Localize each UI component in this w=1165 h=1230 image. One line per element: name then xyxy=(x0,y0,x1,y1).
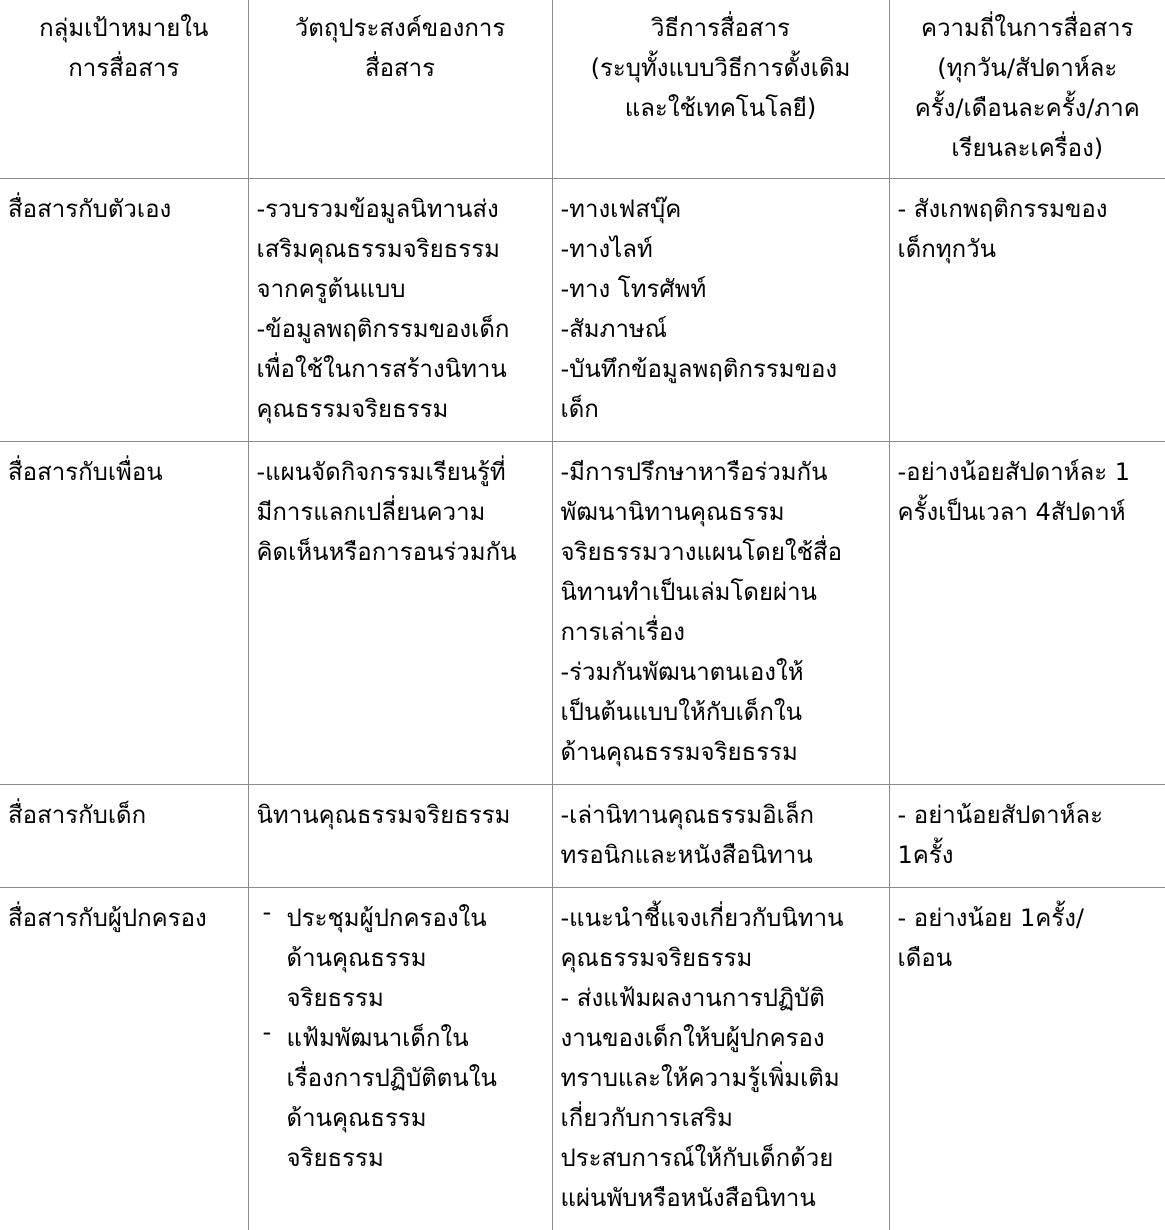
method-line: งานของเด็กให้บผู้ปกครอง xyxy=(561,1018,881,1058)
cell-objective xyxy=(248,785,552,888)
objective-line: มีการแลกเปลี่ยนความ xyxy=(257,492,544,532)
frequency-line: 1ครั้ง xyxy=(898,835,1158,875)
list-item xyxy=(257,898,544,1018)
cell-method xyxy=(552,442,889,785)
header-target-group xyxy=(0,0,248,179)
cell-method xyxy=(552,179,889,442)
method-line: -ทางเฟสบุ๊ค xyxy=(561,189,881,229)
method-line: - ส่งแฟ้มผลงานการปฏิบัติ xyxy=(561,978,881,1018)
header-line: สื่อสาร xyxy=(257,48,544,88)
objective-line: จากครูต้นแบบ xyxy=(257,269,544,309)
target-text: สื่อสารกับผู้ปกครอง xyxy=(8,898,240,938)
method-line: พัฒนานิทานคุณธรรม xyxy=(561,492,881,532)
cell-target xyxy=(0,179,248,442)
method-line: ด้านคุณธรรมจริยธรรม xyxy=(561,732,881,772)
header-line: เรียนละเครื่อง) xyxy=(898,128,1158,168)
table-row xyxy=(0,442,1165,785)
header-line: ครั้ง/เดือนละครั้ง/ภาค xyxy=(898,88,1158,128)
cell-method xyxy=(552,785,889,888)
frequency-line: - อย่างน้อย 1ครั้ง/ xyxy=(898,898,1158,938)
objective-line: ด้านคุณธรรม xyxy=(287,938,544,978)
objective-line: เสริมคุณธรรมจริยธรรม xyxy=(257,229,544,269)
objective-line: จริยธรรม xyxy=(287,978,544,1018)
cell-target xyxy=(0,442,248,785)
frequency-line: -อย่างน้อยสัปดาห์ละ 1 xyxy=(898,452,1158,492)
objective-line: เรื่องการปฏิบัติตนใน xyxy=(287,1058,544,1098)
objective-line: เพื่อใช้ในการสร้างนิทาน xyxy=(257,349,544,389)
method-line: -เล่านิทานคุณธรรมอิเล็ก xyxy=(561,795,881,835)
method-line: -มีการปรึกษาหารือร่วมกัน xyxy=(561,452,881,492)
frequency-line: - สังเกพฤติกรรมของ xyxy=(898,189,1158,229)
cell-frequency xyxy=(889,442,1165,785)
target-text: สื่อสารกับตัวเอง xyxy=(8,189,240,229)
method-line: -ทางไลท์ xyxy=(561,229,881,269)
header-frequency xyxy=(889,0,1165,179)
objective-line: ด้านคุณธรรม xyxy=(287,1098,544,1138)
method-line: ทราบและให้ความรู้เพิ่มเติม xyxy=(561,1058,881,1098)
table-row xyxy=(0,785,1165,888)
objective-line: นิทานคุณธรรมจริยธรรม xyxy=(257,795,544,835)
cell-target xyxy=(0,785,248,888)
cell-frequency xyxy=(889,179,1165,442)
method-line: เป็นต้นแบบให้กับเด็กใน xyxy=(561,692,881,732)
objective-line: จริยธรรม xyxy=(287,1138,544,1178)
header-line: และใช้เทคโนโลยี) xyxy=(561,88,881,128)
header-line: (ระบุทั้งแบบวิธีการดั้งเดิม xyxy=(561,48,881,88)
method-line: นิทานทำเป็นเล่มโดยผ่าน xyxy=(561,572,881,612)
method-line: คุณธรรมจริยธรรม xyxy=(561,938,881,978)
frequency-line: ครั้งเป็นเวลา 4สัปดาห์ xyxy=(898,492,1158,532)
method-line: เกี่ยวกับการเสริม xyxy=(561,1098,881,1138)
method-line: -สัมภาษณ์ xyxy=(561,309,881,349)
header-method xyxy=(552,0,889,179)
objective-line: -ข้อมูลพฤติกรรมของเด็ก xyxy=(257,309,544,349)
header-row xyxy=(0,0,1165,179)
objective-line: -รวบรวมข้อมูลนิทานส่ง xyxy=(257,189,544,229)
header-objective xyxy=(248,0,552,179)
method-line: -แนะนำชี้แจงเกี่ยวกับนิทาน xyxy=(561,898,881,938)
target-text: สื่อสารกับเด็ก xyxy=(8,795,240,835)
method-line: ประสบการณ์ให้กับเด็กด้วย xyxy=(561,1138,881,1178)
frequency-line: เดือน xyxy=(898,938,1158,978)
method-line: แผ่นพับหรือหนังสือนิทาน xyxy=(561,1178,881,1218)
list-item xyxy=(257,1018,544,1178)
method-line: การเล่าเรื่อง xyxy=(561,612,881,652)
cell-frequency xyxy=(889,785,1165,888)
frequency-line: เด็กทุกวัน xyxy=(898,229,1158,269)
header-line: วิธีการสื่อสาร xyxy=(561,8,881,48)
method-line: -ทาง โทรศัพท์ xyxy=(561,269,881,309)
cell-objective xyxy=(248,888,552,1230)
objective-line: คิดเห็นหรือการอนร่วมกัน xyxy=(257,532,544,572)
method-line: ทรอนิกและหนังสือนิทาน xyxy=(561,835,881,875)
objective-line: - แฟ้มพัฒนาเด็กใน xyxy=(287,1018,544,1058)
header-line: การสื่อสาร xyxy=(8,48,240,88)
frequency-line: - อย่าน้อยสัปดาห์ละ xyxy=(898,795,1158,835)
target-text: สื่อสารกับเพื่อน xyxy=(8,452,240,492)
objective-list xyxy=(257,898,544,1178)
objective-line: - ประชุมผู้ปกครองใน xyxy=(287,898,544,938)
cell-objective xyxy=(248,179,552,442)
header-line: กลุ่มเป้าหมายใน xyxy=(8,8,240,48)
cell-objective xyxy=(248,442,552,785)
header-line: ความถี่ในการสื่อสาร xyxy=(898,8,1158,48)
method-line: -บันทึกข้อมูลพฤติกรรมของ xyxy=(561,349,881,389)
table-row xyxy=(0,888,1165,1230)
objective-line: -แผนจัดกิจกรรมเรียนรู้ที่ xyxy=(257,452,544,492)
table-row xyxy=(0,179,1165,442)
method-line: จริยธรรมวางแผนโดยใช้สื่อ xyxy=(561,532,881,572)
method-line: เด็ก xyxy=(561,389,881,429)
cell-target xyxy=(0,888,248,1230)
cell-method xyxy=(552,888,889,1230)
header-line: วัตถุประสงค์ของการ xyxy=(257,8,544,48)
cell-frequency xyxy=(889,888,1165,1230)
objective-line: คุณธรรมจริยธรรม xyxy=(257,389,544,429)
header-line: (ทุกวัน/สัปดาห์ละ xyxy=(898,48,1158,88)
method-line: -ร่วมกันพัฒนาตนเองให้ xyxy=(561,652,881,692)
